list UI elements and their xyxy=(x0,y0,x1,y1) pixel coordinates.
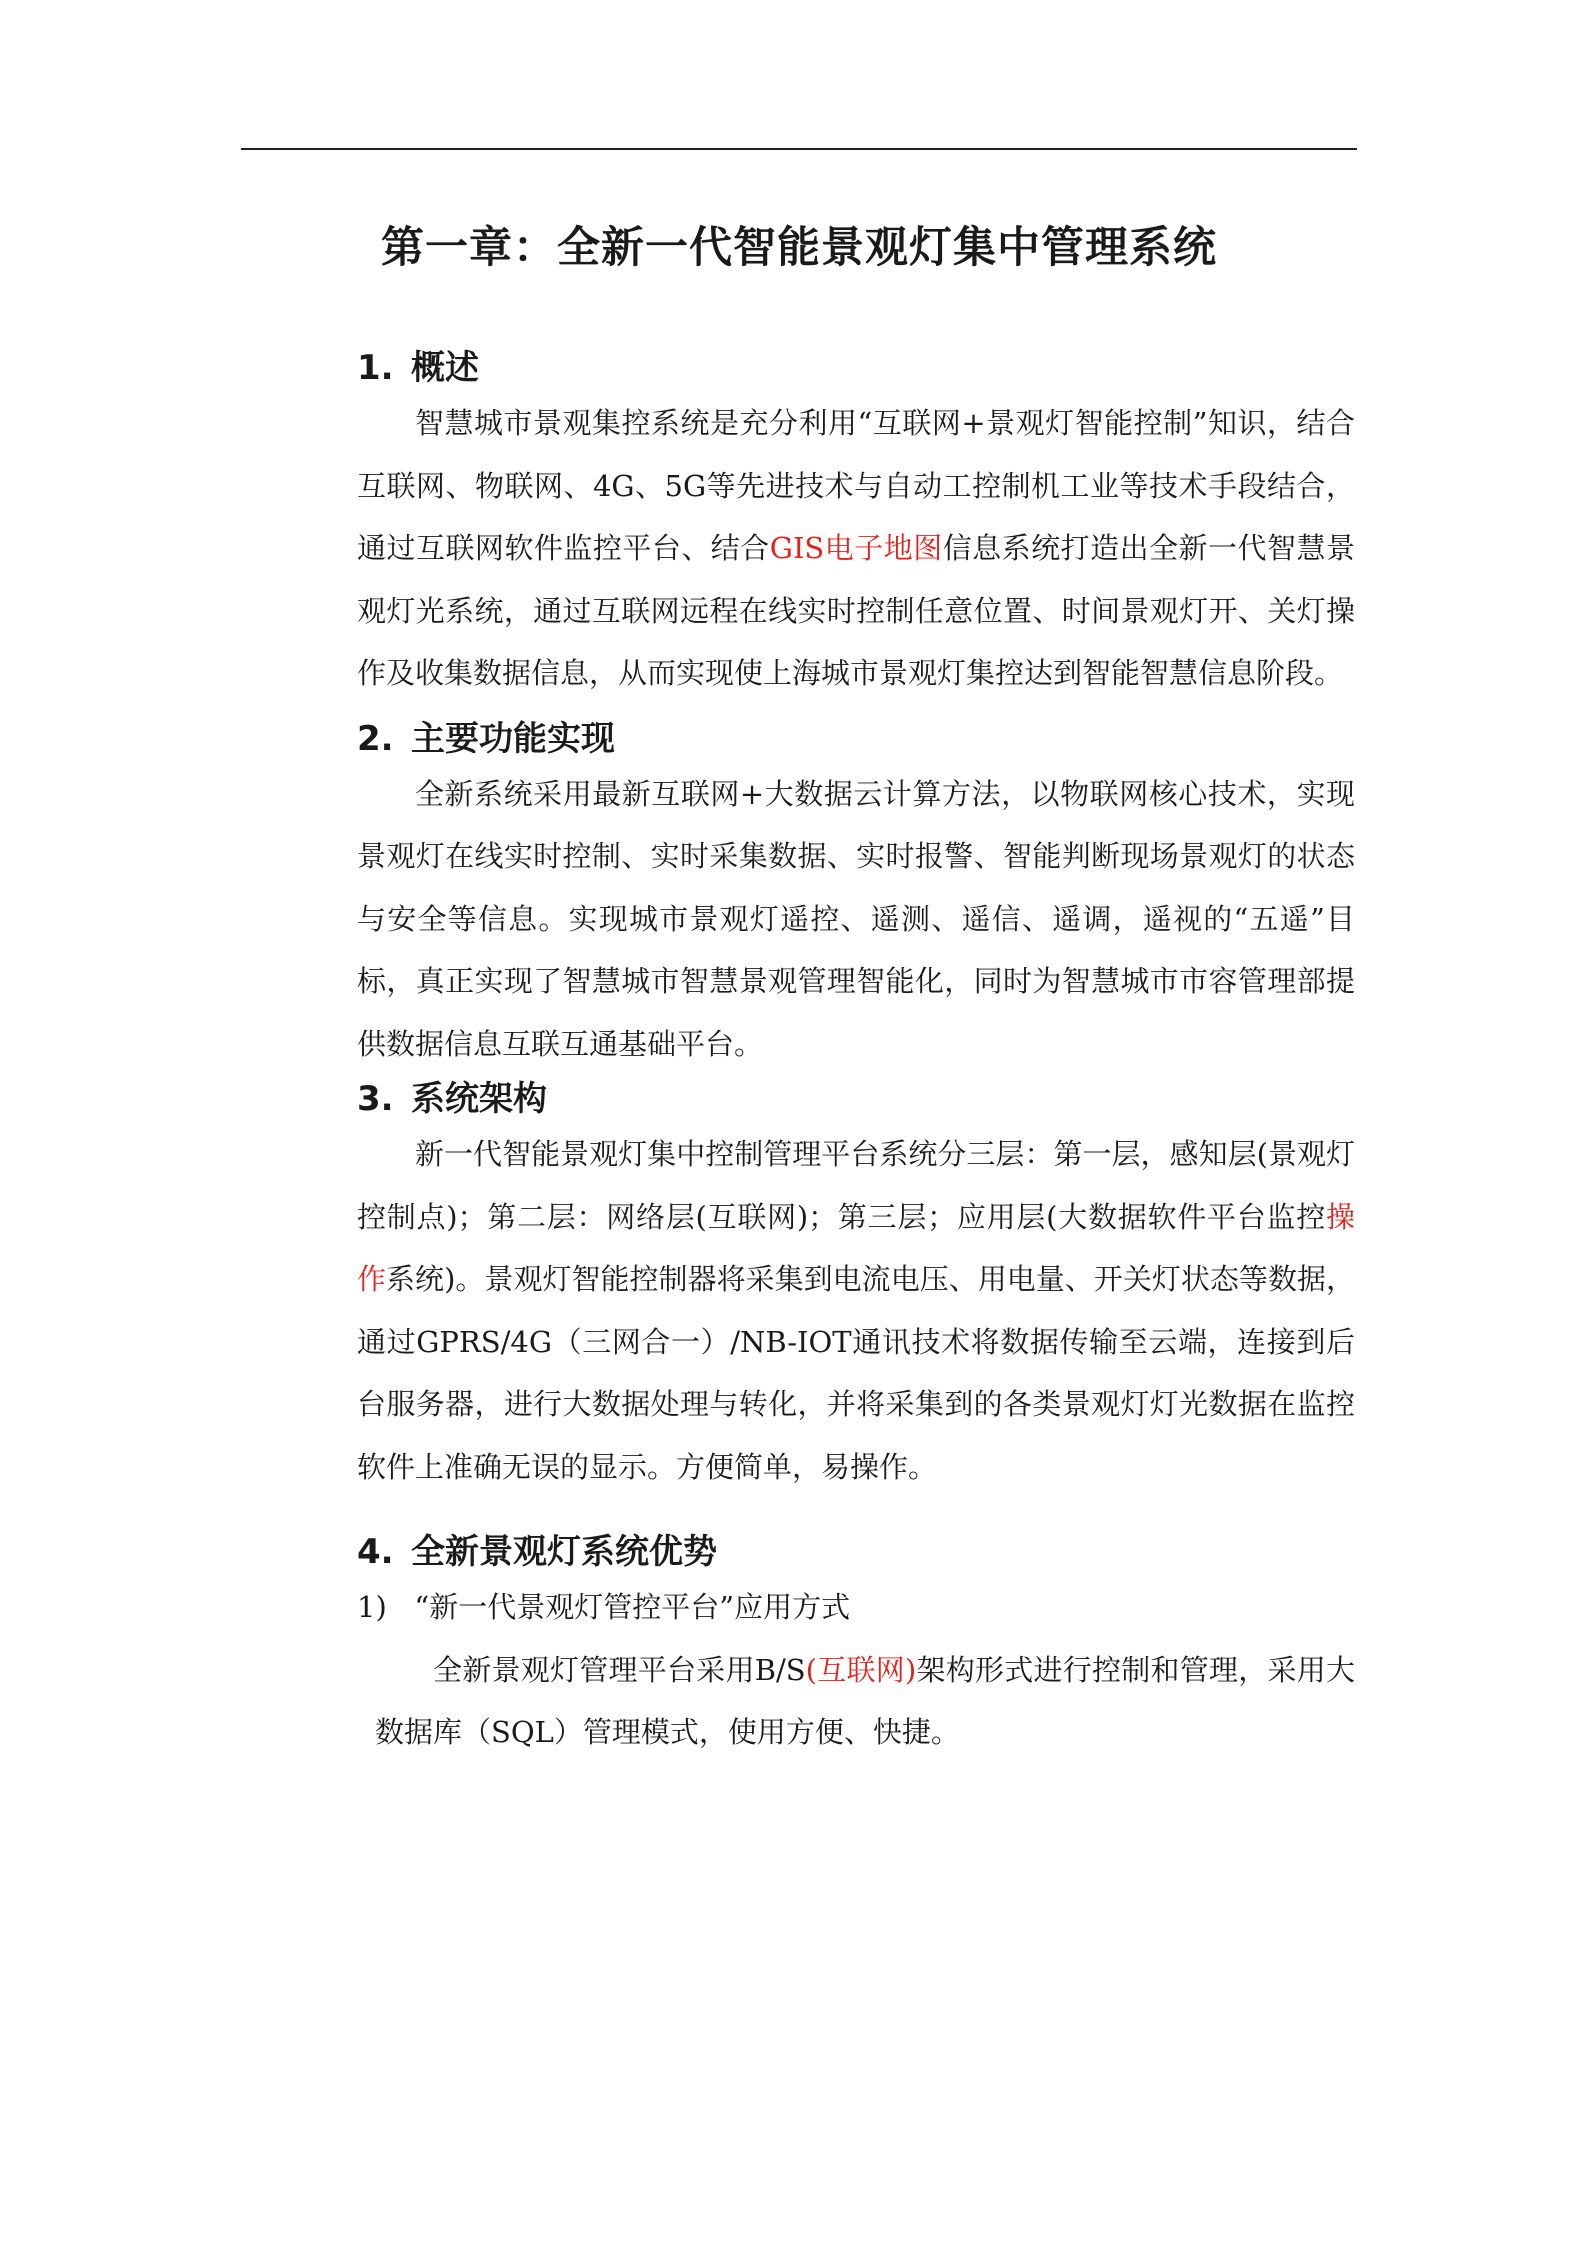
section-number: 1. xyxy=(357,348,394,388)
section-title: 系统架构 xyxy=(411,1079,547,1119)
highlighted-text: (互联网) xyxy=(805,1652,917,1687)
highlighted-text: GIS电子地图 xyxy=(769,531,943,565)
section-main-functions xyxy=(357,715,1355,1076)
text-span: 架构形式进行控制和管理，采用大数据库（SQL）管理模式，使用方便、快捷。 xyxy=(375,1652,1355,1749)
section-number: 3. xyxy=(357,1079,394,1119)
text-span: 系统)。景观灯智能控制器将采集到电流电压、用电量、开关灯状态等数据，通过GPRS/4G（三网合一）/NB-IOT通讯技术将数据传输至云端，连接到后台服务器，进行大数据处理与转化，并将采集到的各类景观灯灯光数据在监控软件上准确无误的显示。方便简单，易操作。 xyxy=(357,1262,1355,1484)
highlighted-text: 操作 xyxy=(357,1199,1355,1296)
subsection-number: 1) xyxy=(357,1590,387,1624)
header-rule xyxy=(241,148,1357,150)
section-title: 主要功能实现 xyxy=(411,718,615,759)
text-span: 信息系统打造出全新一代智慧景观灯光系统，通过互联网远程在线实时控制任意位置、时间景观灯开、关灯操作及收集数据信息，从而实现使上海城市景观灯集控达到智能智慧信息阶段。 xyxy=(357,531,1355,690)
text-span: 智慧城市景观集控系统是充分利用“互联网+景观灯智能控制”知识，结合互联网、物联网、4G、5G等先进技术与自动工控制机工业等技术手段结合，通过互联网软件监控平台、结合 xyxy=(357,406,1355,565)
text-span: 新一代智能景观灯集中控制管理平台系统分三层：第一层，感知层(景观灯控制点)；第二层：网络层(互联网)；第三层；应用层(大数据软件平台监控 xyxy=(357,1137,1355,1234)
advantages-paragraph xyxy=(357,1639,1355,1764)
section-heading xyxy=(357,715,1355,763)
section-architecture xyxy=(357,1075,1355,1498)
functions-paragraph: 全新系统采用最新互联网+大数据云计算方法，以物联网核心技术，实现景观灯在线实时控制、实时采集数据、实时报警、智能判断现场景观灯的状态与安全等信息。实现城市景观灯遥控、遥测、遥信、遥调，遥视的“五遥”目标，真正实现了智慧城市智慧景观管理智能化，同时为智慧城市市容管理部提供数据信息互联互通基础平台。 xyxy=(357,776,1355,1061)
chapter-title: 第一章：全新一代智能景观灯集中管理系统 xyxy=(381,223,1217,273)
subsection-title: “新一代景观灯管控平台”应用方式 xyxy=(414,1590,851,1624)
section-number: 4. xyxy=(357,1532,394,1572)
overview-paragraph xyxy=(357,392,1355,705)
text-span: 全新景观灯管理平台采用B/S xyxy=(433,1652,806,1687)
section-title: 全新景观灯系统优势 xyxy=(411,1532,717,1572)
subsection-heading xyxy=(357,1576,1355,1639)
section-overview xyxy=(357,344,1355,705)
section-number: 2. xyxy=(357,718,394,759)
section-heading xyxy=(357,1528,1355,1576)
section-title: 概述 xyxy=(411,348,479,388)
section-heading xyxy=(357,344,1355,392)
section-heading xyxy=(357,1075,1355,1123)
section-advantages xyxy=(357,1528,1355,1764)
document-body xyxy=(357,344,1355,1764)
architecture-paragraph xyxy=(357,1123,1355,1498)
